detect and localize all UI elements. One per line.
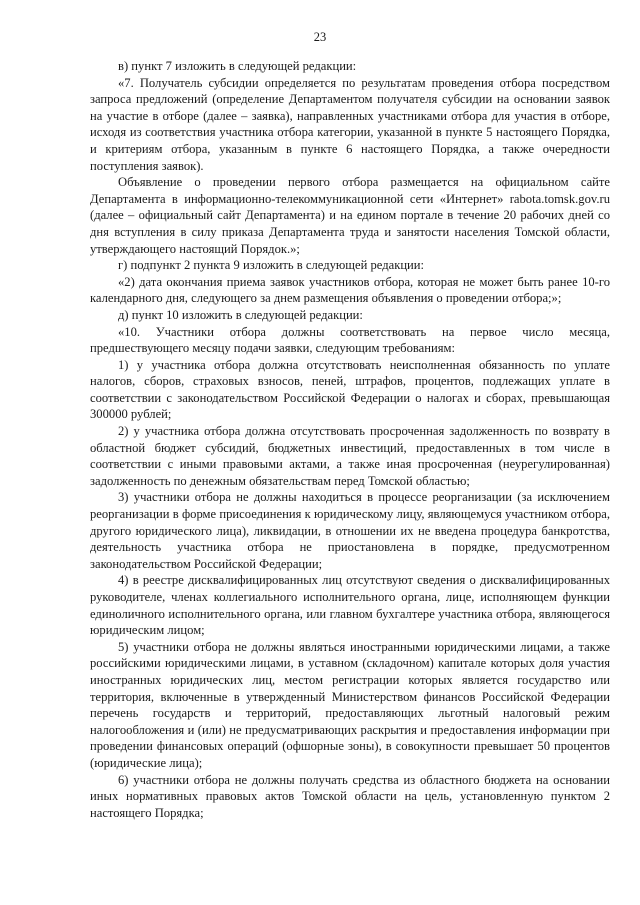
paragraph-requirement-6: 6) участники отбора не должны получать средства из областного бюджета на основании иных нормативных правовых актов Томской области на цель, установленную пунктом 2 настоящего Порядка; bbox=[90, 772, 610, 820]
paragraph-requirement-4: 4) в реестре дисквалифицированных лиц отсутствуют сведения о дисквалифицированных руководителе, членах коллегиального исполнительного органа, лице, исполняющем функции единоличного исполнительного органа, или главном бухгалтере участника отбора, являющегося юридическим лицом; bbox=[90, 573, 610, 638]
paragraph-clause-10: «10. Участники отбора должны соответствовать на первое число месяца, предшествующего месяцу подачи заявки, следующим требованиям: bbox=[90, 324, 610, 356]
paragraph-requirement-1: 1) у участника отбора должна отсутствовать неисполненная обязанность по уплате налогов, сборов, страховых взносов, пеней, штрафов, процентов, подлежащих уплате в соответствии с законодательством Российской Федерации о налогах и сборах, превышающая 300000 рублей; bbox=[90, 357, 610, 422]
paragraph-requirement-2: 2) у участника отбора должна отсутствовать просроченная задолженность по возврату в областной бюджет субсидий, бюджетных инвестиций, предоставленных в том числе в соответствии с иными правовыми актами, а также иная просроченная (неурегулированная) задолженность по денежным обязательствам перед Томской областью; bbox=[90, 424, 610, 488]
paragraph-item-g: г) подпункт 2 пункта 9 изложить в следующей редакции: bbox=[118, 258, 425, 273]
paragraph-item-v: в) пункт 7 изложить в следующей редакции: bbox=[118, 59, 357, 73]
paragraph-clause-7: «7. Получатель субсидии определяется по результатам проведения отбора посредством запроса предложений (определение Департаментом получателя субсидии на основании заявок на участие в отборе (далее – заявка), направленных участниками отбора для участия в отборе, исходя из соответствия участника отбора категории, указанной в пункте 5 настоящего Порядка, и критериям отбора, указанным в пункте 6 настоящего Порядка, а также очередности поступления заявок). bbox=[90, 75, 610, 173]
paragraph-requirement-3: 3) участники отбора не должны находиться в процессе реорганизации (за исключением реорганизации в форме присоединения к юридическому лицу, являющемуся участником отбора, другого юридического лица), ликвидации, в отношении их не введена процедура банкротства, деятельность участника отбора не приостановлена в порядке, предусмотренном законодательством Российской Федерации; bbox=[90, 490, 610, 571]
paragraph-subclause-2: «2) дата окончания приема заявок участников отбора, которая не может быть ранее 10-го календарного дня, следующего за днем размещения объявления о проведении отбора;»; bbox=[90, 274, 610, 306]
paragraph-announcement: Объявление о проведении первого отбора размещается на официальном сайте Департамента в информационно-телекоммуникационной сети «Интернет» rabota.tomsk.gov.ru (далее – официальный сайт Департамента) и на едином портале в течение 20 рабочих дней со дня вступления в силу приказа Департамента труда и занятости населения Томской области, утверждающего настоящий Порядок.»; bbox=[90, 175, 610, 256]
page-number: 23 bbox=[313, 30, 327, 44]
document-body bbox=[90, 58, 610, 821]
paragraph-item-d: д) пункт 10 изложить в следующей редакции: bbox=[118, 307, 363, 322]
paragraph-requirement-5: 5) участники отбора не должны являться иностранными юридическими лицами, а также российскими юридическими лицами, в уставном (складочном) капитале которых доля участия иностранных юридических лиц, местом регистрации которых является государство или территория, включенные в утвержденный Министерством финансов Российской Федерации перечень государств и территорий, предоставляющих льготный налоговый режим налогообложения и (или) не предусматривающих раскрытия и предоставления информации при проведении финансовых операций (офшорные зоны), в совокупности превышает 50 процентов (юридические лица); bbox=[90, 639, 610, 770]
